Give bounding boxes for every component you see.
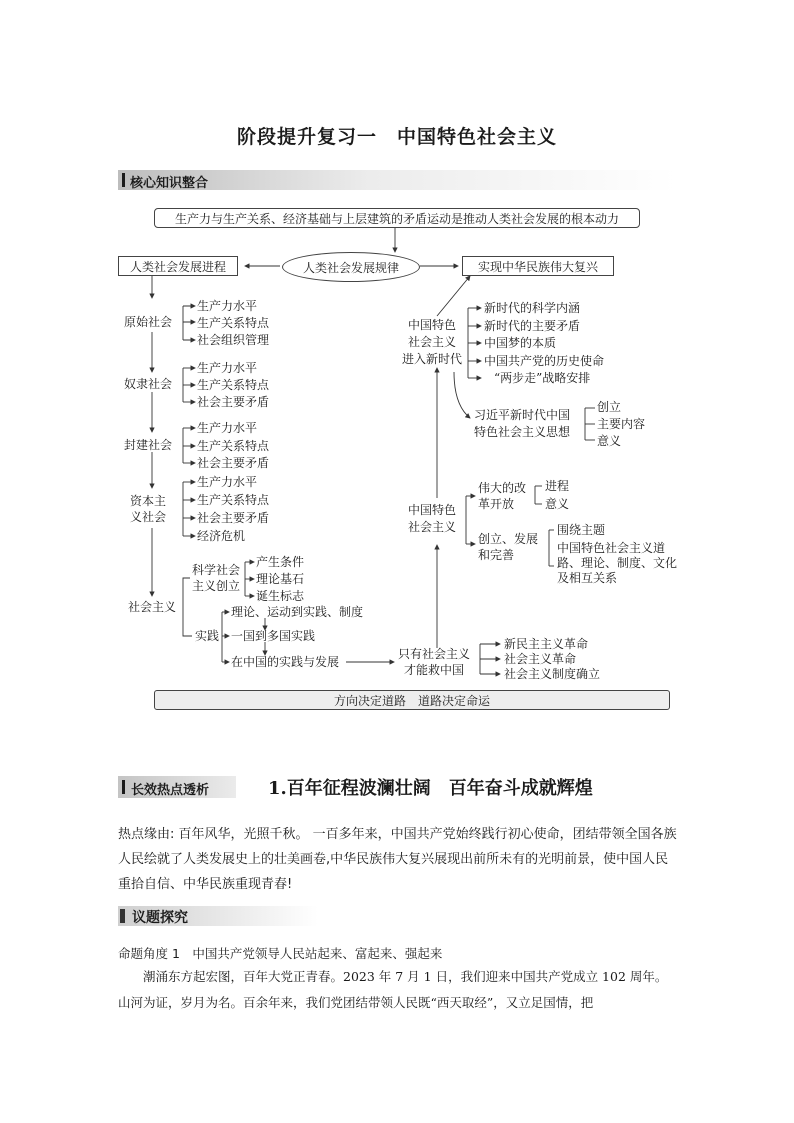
- newera-item-1: 新时代的科学内涵: [484, 301, 581, 315]
- capitalist-item-1: 生产力水平: [197, 475, 258, 489]
- primitive-item-2: 生产关系特点: [197, 316, 270, 330]
- only-item-1: 新民主主义革命: [504, 637, 589, 651]
- capitalist-item-4: 经济危机: [197, 529, 246, 543]
- box-human-society-process: 人类社会发展进程: [118, 256, 238, 276]
- body-paragraph: 潮涌东方起宏图，百年大党正青春。2023 年 7 月 1 日，我们迎来中国共产党成立 102 周年。山河为证，岁月为名。百余年来，我们党团结带领人民既“西天取经”，又立足国情，把: [118, 969, 668, 1010]
- xi-item-2: 主要内容: [597, 417, 646, 431]
- section-marker: [120, 909, 125, 923]
- label-newera-1: 中国特色: [408, 318, 457, 332]
- feudal-item-2: 生产关系特点: [197, 439, 270, 453]
- label-only-2: 才能救中国: [404, 663, 465, 677]
- question-angle: 命题角度 1 中国共产党领导人民站起来、富起来、强起来: [118, 946, 443, 961]
- create-item-4: 及相互关系: [557, 571, 618, 585]
- practice-item-3: 在中国的实践与发展: [231, 655, 340, 669]
- label-cs-2: 社会主义: [408, 520, 457, 534]
- create-item-3: 路、理论、制度、文化: [557, 556, 678, 570]
- label-cs-1: 中国特色: [408, 503, 457, 517]
- hot-label: 长效热点透析: [131, 783, 210, 798]
- create-item-2: 中国特色社会主义道: [557, 541, 666, 555]
- section-marker: [122, 780, 125, 794]
- newera-item-5: “两步走”战略安排: [494, 371, 591, 385]
- capitalist-item-3: 社会主要矛盾: [197, 511, 270, 525]
- ellipse-development-law: 人类社会发展规律: [282, 252, 420, 282]
- sci-item-1: 产生条件: [256, 555, 305, 569]
- label-practice: 实践: [195, 629, 220, 643]
- primitive-item-1: 生产力水平: [197, 299, 258, 313]
- feudal-item-1: 生产力水平: [197, 421, 258, 435]
- reform-item-2: 意义: [545, 497, 570, 511]
- label-xi-1: 习近平新时代中国: [474, 408, 571, 422]
- slave-item-2: 生产关系特点: [197, 378, 270, 392]
- label-capitalist-2: 义社会: [130, 510, 167, 524]
- label-sci-2: 主义创立: [192, 579, 241, 593]
- label-feudal: 封建社会: [124, 438, 173, 452]
- slave-item-3: 社会主要矛盾: [197, 395, 270, 409]
- sci-item-3: 诞生标志: [256, 589, 305, 603]
- newera-item-3: 中国梦的本质: [484, 336, 557, 350]
- label-create-1: 创立、发展: [478, 532, 539, 546]
- reform-item-1: 进程: [545, 479, 570, 493]
- slave-item-1: 生产力水平: [197, 361, 258, 375]
- label-sci-1: 科学社会: [192, 563, 241, 577]
- section-header-discussion: [118, 906, 318, 926]
- label-only-1: 只有社会主义: [398, 647, 471, 661]
- practice-item-2: 一国到多国实践: [231, 629, 316, 643]
- label-newera-2: 社会主义: [408, 335, 457, 349]
- xi-item-3: 意义: [597, 434, 622, 448]
- page-title: 阶段提升复习一 中国特色社会主义: [236, 126, 557, 148]
- top-banner: 生产力与生产关系、经济基础与上层建筑的矛盾运动是推动人类社会发展的根本动力: [154, 208, 640, 228]
- only-item-2: 社会主义革命: [504, 652, 577, 666]
- label-socialism: 社会主义: [128, 600, 177, 614]
- section-label: 核心知识整合: [130, 176, 209, 191]
- label-slave: 奴隶社会: [124, 377, 173, 391]
- label-capitalist-1: 资本主: [130, 494, 167, 508]
- hot-paragraph: 热点缘由: 百年风华，光照千秋。 一百多年来，中国共产党始终践行初心使命，团结带领全国各族人民绘就了人类发展史上的壮美画卷,中华民族伟大复兴展现出前所未有的光明前景，使中国人民重拾自信、中华民族重现青春!: [118, 827, 677, 892]
- create-item-1: 围绕主题: [557, 523, 606, 537]
- primitive-item-3: 社会组织管理: [197, 333, 270, 347]
- section-header-hot-topic: [118, 776, 236, 798]
- box-national-rejuvenation: 实现中华民族伟大复兴: [462, 256, 614, 276]
- label-xi-2: 特色社会主义思想: [474, 425, 571, 439]
- feudal-item-3: 社会主要矛盾: [197, 456, 270, 470]
- newera-item-4: 中国共产党的历史使命: [484, 354, 605, 368]
- sci-item-2: 理论基石: [256, 572, 305, 586]
- newera-item-2: 新时代的主要矛盾: [484, 319, 581, 333]
- label-newera-3: 进入新时代: [402, 352, 463, 366]
- label-reform-2: 革开放: [478, 497, 515, 511]
- capitalist-item-2: 生产关系特点: [197, 493, 270, 507]
- discussion-label: 议题探究: [132, 910, 188, 926]
- only-item-3: 社会主义制度确立: [504, 667, 601, 681]
- practice-item-1: 理论、运动到实践、制度: [231, 605, 364, 619]
- hot-title: 1.百年征程波澜壮阔 百年奋斗成就辉煌: [268, 778, 593, 799]
- bottom-banner: 方向决定道路 道路决定命运: [154, 690, 670, 710]
- label-reform-1: 伟大的改: [478, 481, 527, 495]
- label-create-2: 和完善: [478, 548, 515, 562]
- label-primitive: 原始社会: [124, 315, 173, 329]
- xi-item-1: 创立: [597, 400, 622, 414]
